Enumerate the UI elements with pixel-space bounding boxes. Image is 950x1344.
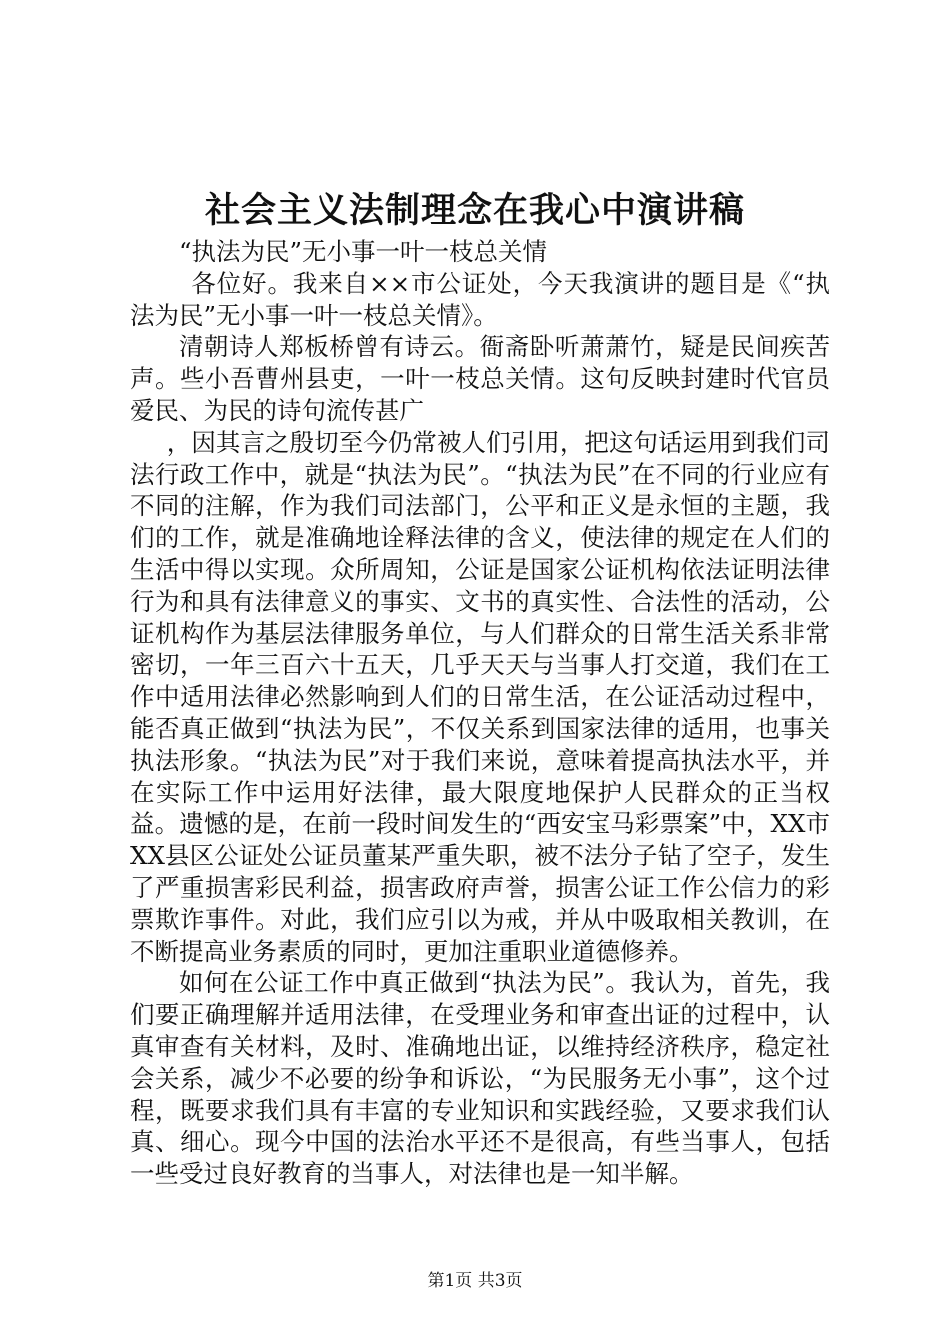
poem-paragraph: 清朝诗人郑板桥曾有诗云。衙斋卧听萧萧竹，疑是民间疾苦声。些小吾曹州县吏，一叶一枝总关情。这句反映封建时代官员爱民、为民的诗句流传甚广 bbox=[130, 332, 830, 425]
greeting-paragraph: 各位好。我来自××市公证处，今天我演讲的题目是《“执法为民”无小事一叶一枝总关情》。 bbox=[130, 268, 830, 330]
document-body bbox=[130, 236, 830, 1190]
page-footer: 第1页 共3页 bbox=[427, 1271, 523, 1291]
main-paragraph: ，因其言之殷切至今仍常被人们引用，把这句话运用到我们司法行政工作中，就是“执法为民”。“执法为民”在不同的行业应有不同的注解，作为我们司法部门，公平和正义是永恒的主题，我们的工作，就是准确地诠释法律的含义，使法律的规定在人们的生活中得以实现。众所周知，公证是国家公证机构依法证明法律行为和具有法律意义的事实、文书的真实性、合法性的活动，公证机构作为基层法律服务单位，与人们群众的日常生活关系非常密切，一年三百六十五天，几乎天天与当事人打交道，我们在工作中适用法律必然影响到人们的日常生活，在公证活动过程中，能否真正做到“执法为民”，不仅关系到国家法律的适用，也事关执法形象。“执法为民”对于我们来说，意味着提高执法水平，并在实际工作中运用好法律，最大限度地保护人民群众的正当权益。遗憾的是，在前一段时间发生的“西安宝马彩票案”中，XX市XX县区公证处公证员董某严重失职，被不法分子钻了空子，发生了严重损害彩民利益，损害政府声誉，损害公证工作公信力的彩票欺诈事件。对此，我们应引以为戒，并从中吸取相关教训，在不断提高业务素质的同时，更加注重职业道德修养。 bbox=[130, 427, 830, 966]
subtitle-paragraph: “执法为民”无小事一叶一枝总关情 bbox=[179, 237, 548, 266]
document-title: 社会主义法制理念在我心中演讲稿 bbox=[204, 190, 745, 231]
method-paragraph: 如何在公证工作中真正做到“执法为民”。我认为，首先，我们要正确理解并适用法律，在受理业务和审查出证的过程中，认真审查有关材料，及时、准确地出证，以维持经济秩序，稳定社会关系，减少不必要的纷争和诉讼，“为民服务无小事”，这个过程，既要求我们具有丰富的专业知识和实践经验，又要求我们认真、细心。现今中国的法治水平还不是很高，有些当事人，包括一些受过良好教育的当事人，对法律也是一知半解。 bbox=[130, 968, 830, 1189]
